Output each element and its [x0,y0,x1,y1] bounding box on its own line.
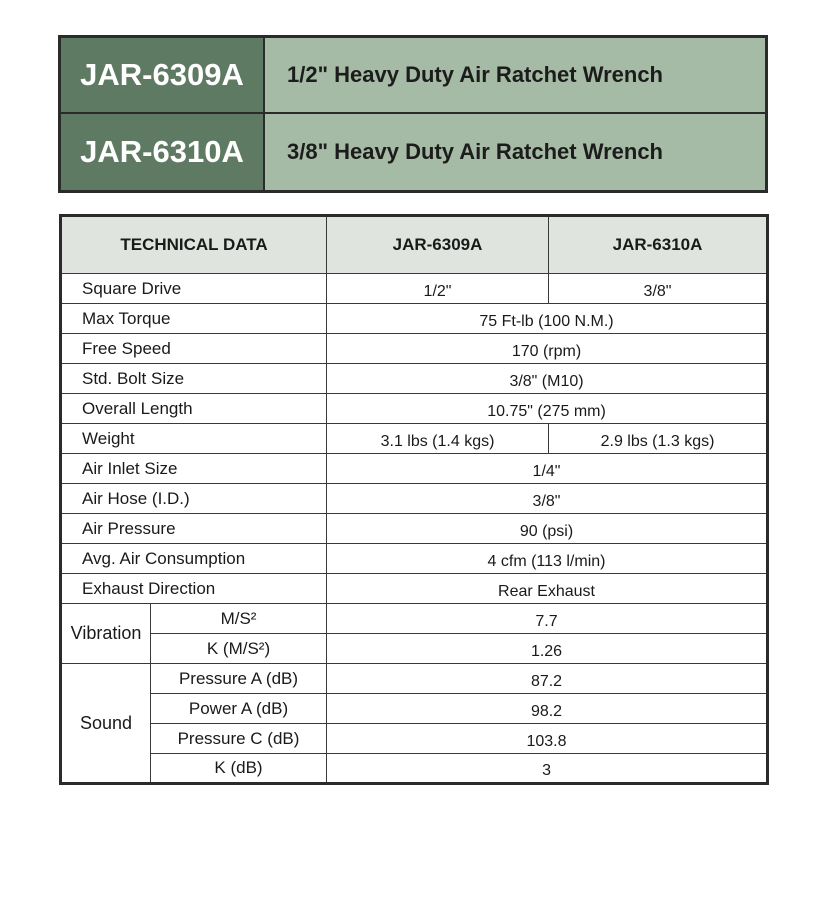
table-row [61,754,768,784]
table-header-row [61,216,768,274]
row-value: 75 Ft-lb (100 N.M.) [327,304,768,334]
column-heading-jar-6309a: JAR-6309A [327,216,549,274]
row-value: 98.2 [327,694,768,724]
row-label: Max Torque [61,304,327,334]
model-desc-1: 1/2" Heavy Duty Air Ratchet Wrench [265,38,765,114]
technical-data-heading: TECHNICAL DATA [61,216,327,274]
table-row [61,544,768,574]
sub-label: Pressure A (dB) [151,664,327,694]
row-value: 90 (psi) [327,514,768,544]
sub-label: M/S² [151,604,327,634]
model-header [58,35,768,193]
row-label: Std. Bolt Size [61,364,327,394]
row-label: Overall Length [61,394,327,424]
row-label: Square Drive [61,274,327,304]
table-row [61,454,768,484]
row-label: Weight [61,424,327,454]
sound-group-label: Sound [61,664,151,784]
table-row [61,514,768,544]
row-label: Exhaust Direction [61,574,327,604]
sub-label: K (dB) [151,754,327,784]
row-label: Avg. Air Consumption [61,544,327,574]
row-value: 170 (rpm) [327,334,768,364]
table-row [61,364,768,394]
vibration-group-label: Vibration [61,604,151,664]
row-value: 3/8" [549,274,768,304]
row-label: Air Pressure [61,514,327,544]
model-code-2: JAR-6310A [61,114,265,190]
row-value: 3/8" (M10) [327,364,768,394]
row-value: 3/8" [327,484,768,514]
row-label: Free Speed [61,334,327,364]
row-value: 2.9 lbs (1.3 kgs) [549,424,768,454]
row-label: Air Hose (I.D.) [61,484,327,514]
row-value: 3.1 lbs (1.4 kgs) [327,424,549,454]
table-row [61,274,768,304]
row-value: 4 cfm (113 l/min) [327,544,768,574]
table-row [61,304,768,334]
row-value: 103.8 [327,724,768,754]
row-value: Rear Exhaust [327,574,768,604]
table-row [61,334,768,364]
table-row [61,484,768,514]
sub-label: Pressure C (dB) [151,724,327,754]
row-value: 1/2" [327,274,549,304]
model-desc-2: 3/8" Heavy Duty Air Ratchet Wrench [265,114,765,190]
table-row [61,424,768,454]
row-value: 10.75" (275 mm) [327,394,768,424]
table-row [61,694,768,724]
row-value: 3 [327,754,768,784]
column-heading-jar-6310a: JAR-6310A [549,216,768,274]
table-row [61,724,768,754]
table-row [61,634,768,664]
row-value: 1.26 [327,634,768,664]
table-row [61,604,768,634]
table-row [61,574,768,604]
row-value: 87.2 [327,664,768,694]
table-row [61,394,768,424]
model-code-1: JAR-6309A [61,38,265,114]
table-row [61,664,768,694]
sub-label: Power A (dB) [151,694,327,724]
technical-data-table [59,214,769,785]
row-value: 7.7 [327,604,768,634]
row-label: Air Inlet Size [61,454,327,484]
row-value: 1/4" [327,454,768,484]
sub-label: K (M/S²) [151,634,327,664]
